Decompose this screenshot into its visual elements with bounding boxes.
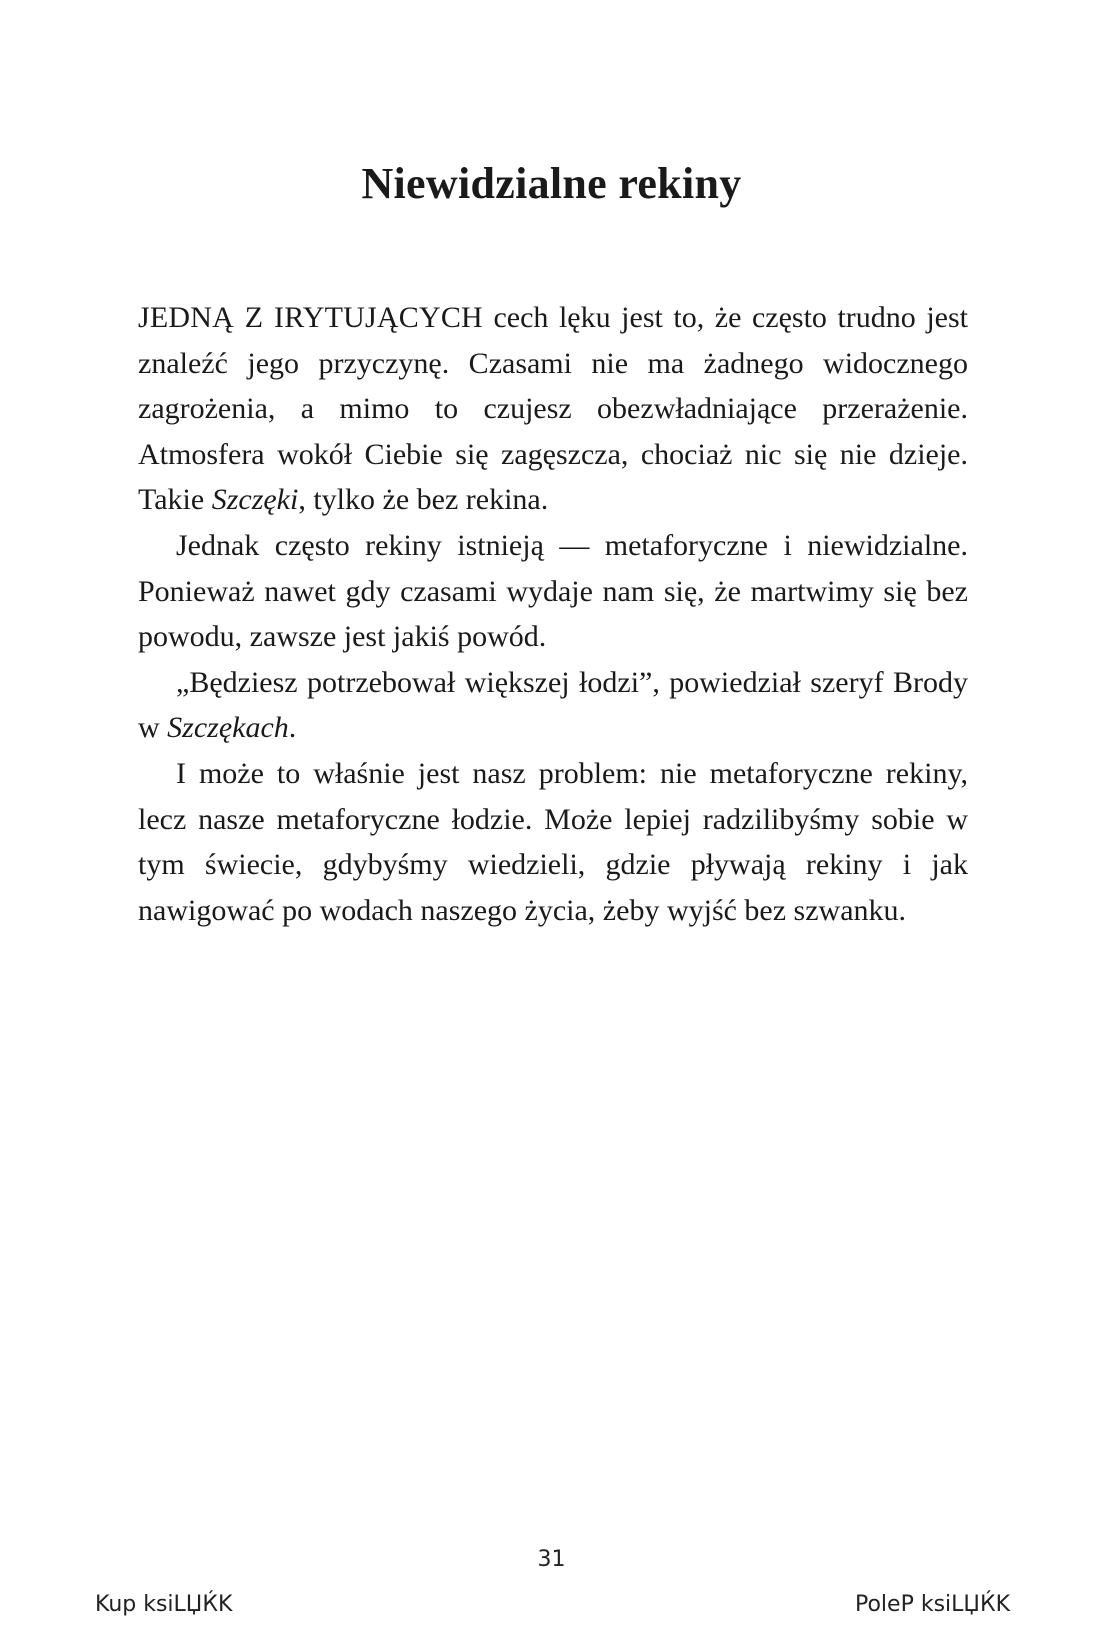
paragraph-1-lead: JEDNĄ Z IRYTUJĄCYCH [138, 301, 483, 334]
buy-book-link[interactable]: Kup ksiLЏЌK [95, 1592, 233, 1617]
paragraph-3 [138, 660, 968, 751]
paragraph-2: Jednak często rekiny istnieją — metaforyczne i niewidzialne. Ponieważ nawet gdy czasami wydaje nam się, że martwimy się bez powodu, zawsze jest jakiś powód. [138, 528, 968, 654]
paragraph-3-text-b: . [288, 711, 297, 745]
paragraph-3-italic-title: Szczękach [167, 711, 289, 745]
chapter-title: Niewidzialne rekiny [361, 159, 742, 208]
chapter-body [138, 295, 968, 933]
paragraph-3-text-a: „Będziesz potrzebował większej łodzi”, powiedział szeryf Brody w [138, 665, 968, 745]
paragraph-1 [138, 295, 968, 523]
recommend-book-link[interactable]: PoleP ksiLЏЌK [854, 1592, 1010, 1617]
paragraph-1-text-a: cech lęku jest to, że często trudno jest znaleźć jego przyczynę. Czasami nie ma żadnego widocznego zagrożenia, a mimo to czujesz obezwładniające przerażenie. Atmosfera wokół Ciebie się zagęszcza, chociaż nic się nie dzieje. Takie [138, 301, 968, 517]
paragraph-1-text-b: , tylko że bez rekina. [298, 483, 549, 517]
page-number: 31 [537, 1547, 566, 1572]
paragraph-4: I może to właśnie jest nasz problem: nie metaforyczne rekiny, lecz nasze metaforyczne łodzie. Może lepiej radzilibyśmy sobie w tym świecie, gdybyśmy wiedzieli, gdzie pływają rekiny i jak nawigować po wodach naszego życia, żeby wyjść bez szwanku. [138, 756, 968, 927]
paragraph-1-italic-title: Szczęki [211, 483, 299, 517]
